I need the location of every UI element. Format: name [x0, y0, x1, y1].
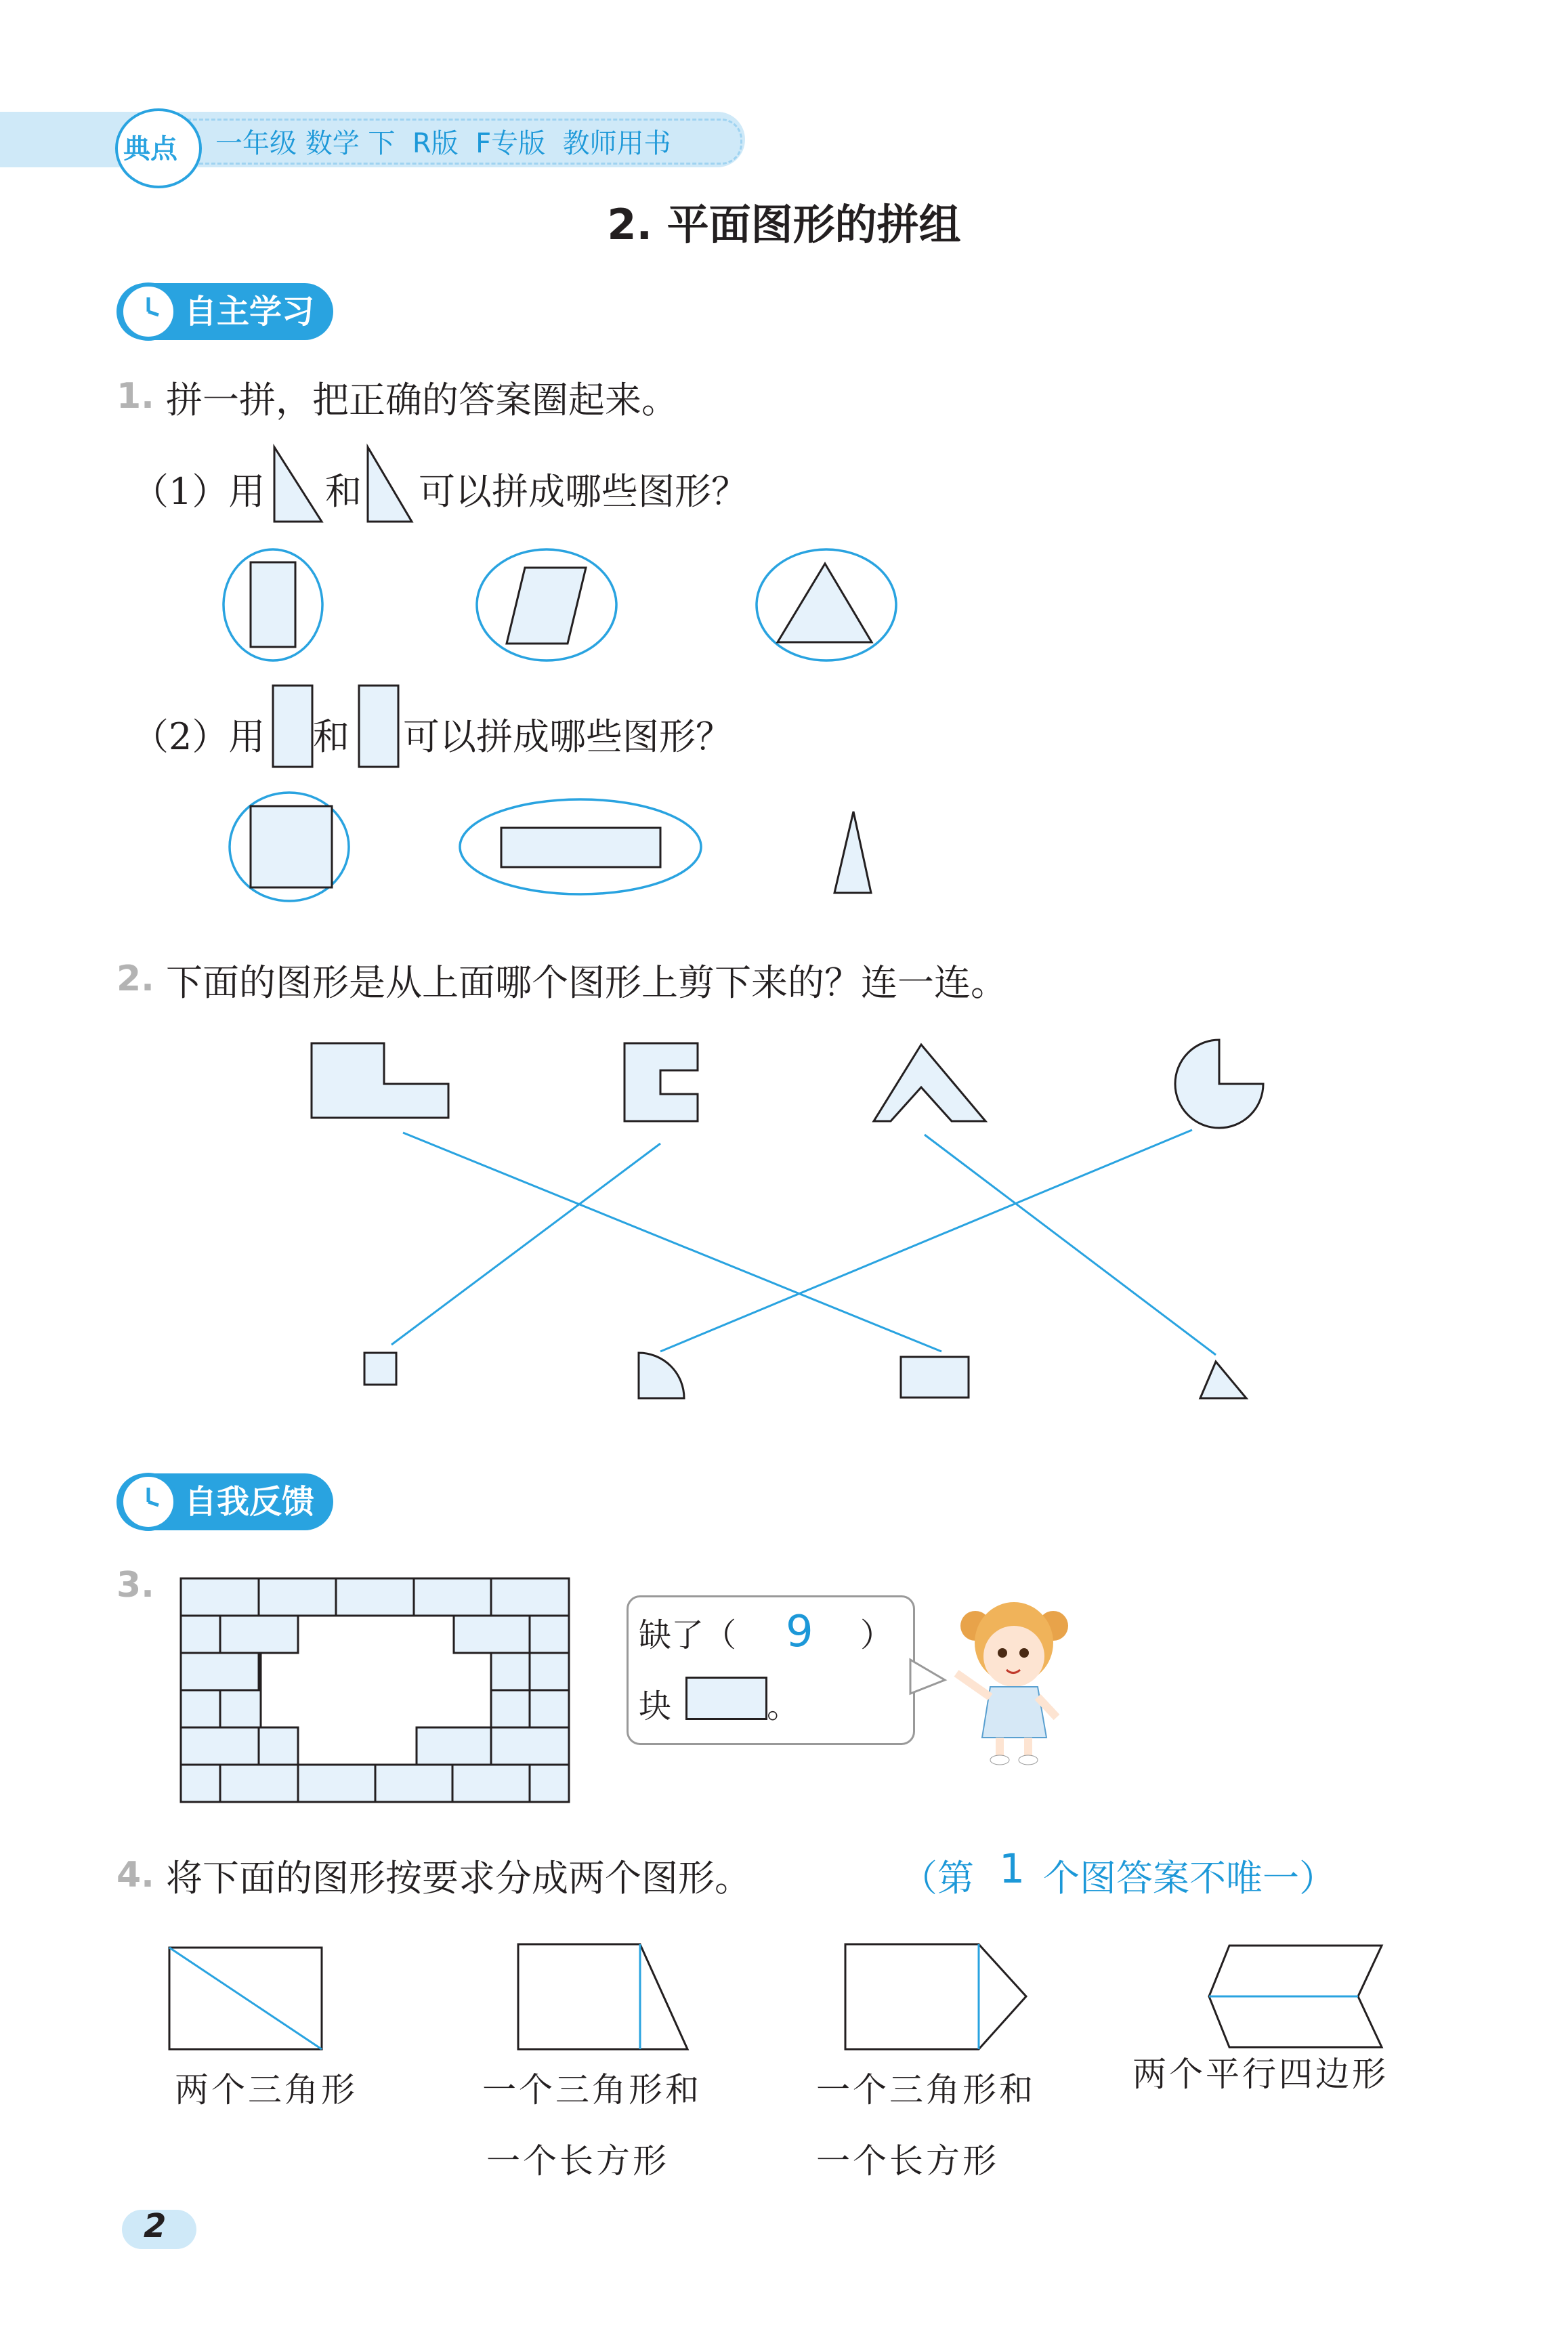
- shape-label: 一个三角形和: [816, 2070, 1036, 2110]
- note-open: （第: [901, 1857, 974, 1900]
- missing-prefix: 缺了（: [639, 1616, 737, 1654]
- thin-triangle-option: [834, 812, 871, 893]
- long-rectangle-option: [501, 828, 660, 867]
- match-line: [660, 1130, 1192, 1351]
- series-label: 一年级 数学 下 R版 F专版 教师用书: [215, 128, 671, 159]
- c-shape: [624, 1043, 698, 1121]
- trapezoid-figure: [518, 1944, 687, 2049]
- sub-question-mid: 和: [325, 470, 362, 513]
- question-number: 3.: [116, 1565, 154, 1606]
- question-number: 1.: [116, 376, 154, 417]
- triangle-option: [778, 564, 872, 642]
- quarter-circle: [639, 1353, 684, 1398]
- unit-prefix: 块: [639, 1687, 672, 1725]
- right-triangle-b-icon: [368, 447, 412, 522]
- speech-tail: [910, 1660, 945, 1694]
- logo-text: 典点: [123, 133, 177, 165]
- page-number: 2: [144, 2207, 167, 2245]
- pentagon-figure: [845, 1944, 1026, 2049]
- sub-question-prefix: （1）用: [132, 470, 266, 513]
- rectangle-a-icon: [273, 686, 312, 767]
- right-triangle-a-icon: [274, 447, 322, 522]
- sub-question-mid: 和: [313, 715, 349, 758]
- page-title: 2. 平面图形的拼组: [607, 200, 961, 249]
- rectangle-option: [251, 562, 295, 647]
- section-label: 自主学习: [184, 293, 315, 331]
- unit-suffix: 。: [767, 1687, 800, 1725]
- square-option: [251, 806, 332, 887]
- match-line: [403, 1133, 941, 1351]
- question-number: 4.: [116, 1855, 154, 1895]
- note-close: 个图答案不唯一）: [1043, 1857, 1336, 1900]
- three-quarter-circle-shape: [1175, 1040, 1263, 1128]
- question-text: 下面的图形是从上面哪个图形上剪下来的？连一连。: [166, 961, 1007, 1004]
- small-rectangle: [901, 1357, 969, 1398]
- notched-triangle-shape: [874, 1045, 986, 1121]
- shape-label: 两个平行四边形: [1132, 2055, 1389, 2094]
- match-line: [925, 1135, 1216, 1355]
- question-text: 将下面的图形按要求分成两个图形。: [166, 1857, 751, 1900]
- shape-label: 一个三角形和: [482, 2070, 702, 2110]
- shape-label: 一个长方形: [486, 2141, 669, 2181]
- answer-value: 9: [786, 1607, 813, 1657]
- small-triangle: [1200, 1362, 1246, 1398]
- sub-question-suffix: 可以拼成哪些图形？: [419, 470, 748, 513]
- question-text: 拼一拼，把正确的答案圈起来。: [166, 379, 678, 421]
- match-line: [391, 1143, 660, 1345]
- shape-label: 两个三角形: [175, 2070, 358, 2110]
- l-shape: [312, 1043, 448, 1118]
- question-number: 2.: [116, 959, 154, 999]
- note-number: 1: [999, 1845, 1025, 1893]
- sub-question-prefix: （2）用: [132, 715, 266, 758]
- sub-question-suffix: 可以拼成哪些图形？: [403, 715, 732, 758]
- girl-illustration: [956, 1602, 1068, 1765]
- section-label: 自我反馈: [184, 1483, 315, 1521]
- brick-wall: [181, 1578, 569, 1802]
- rectangle-b-icon: [359, 686, 398, 767]
- parallelogram-option: [507, 568, 586, 644]
- shape-label: 一个长方形: [816, 2141, 999, 2181]
- small-square: [364, 1353, 396, 1385]
- missing-suffix: ）: [860, 1616, 893, 1654]
